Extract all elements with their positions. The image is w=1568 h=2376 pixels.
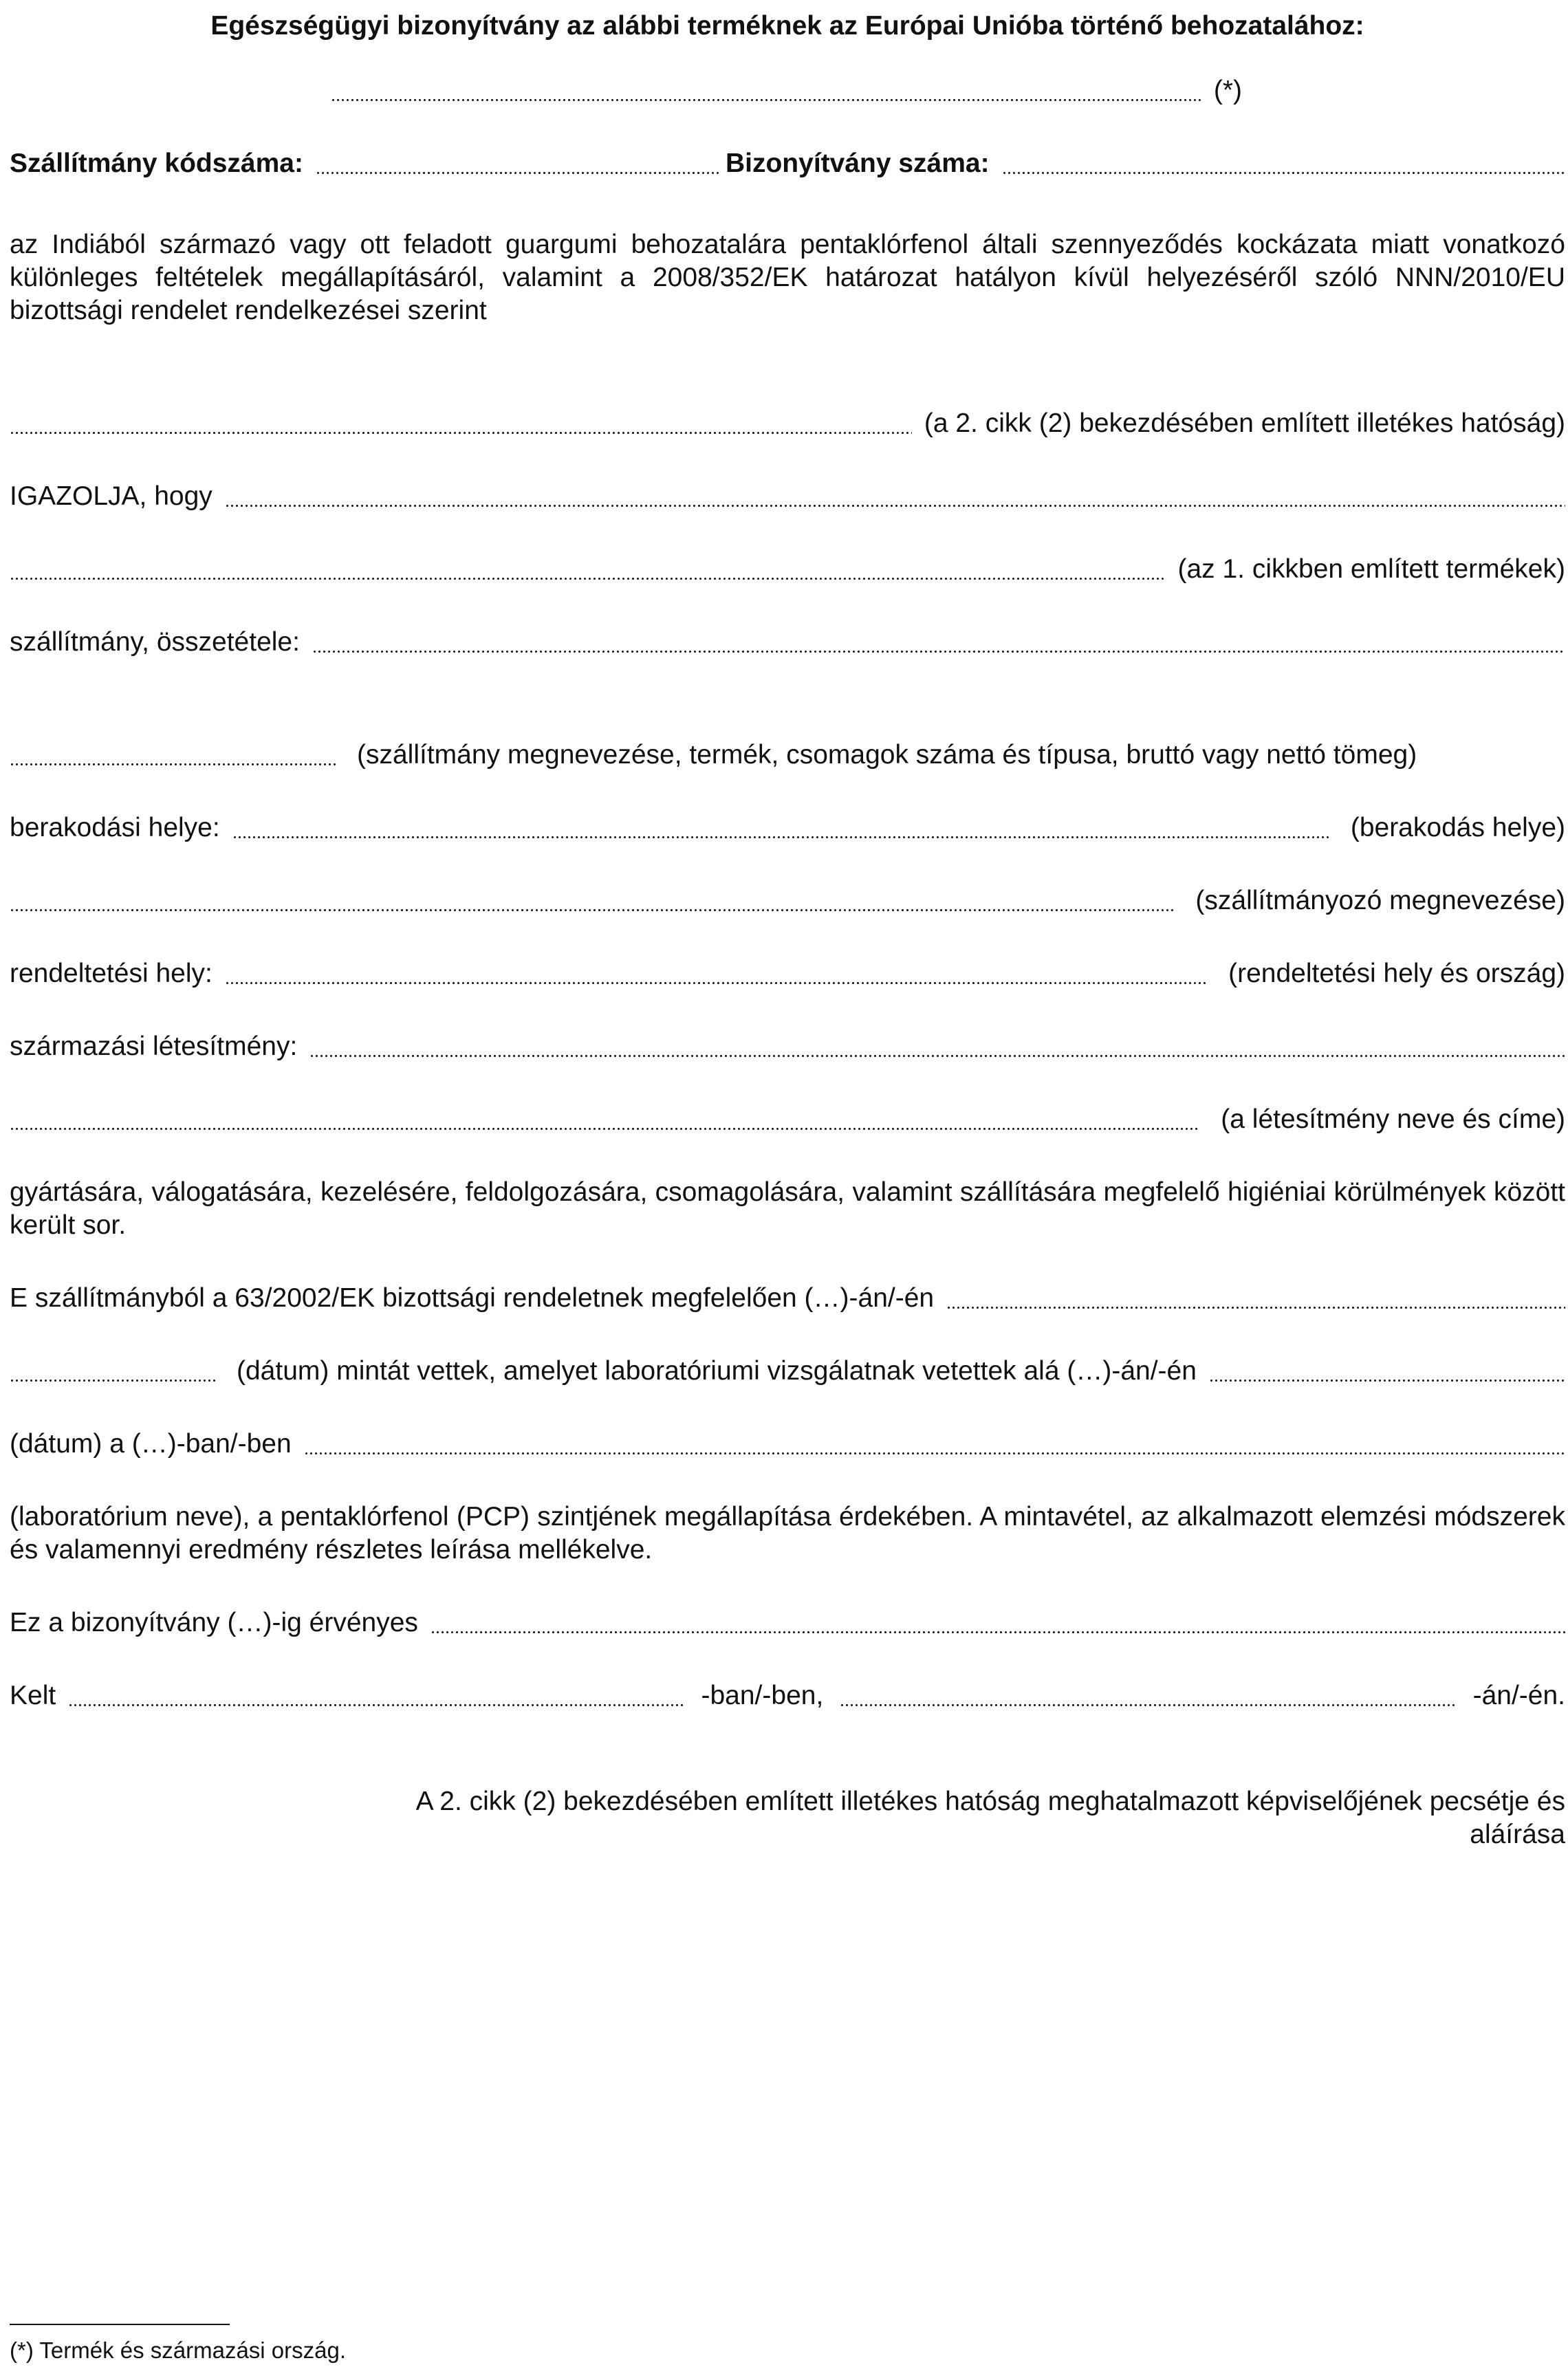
certificate-number-label: Bizonyítvány száma: <box>725 149 990 178</box>
shipper-note: (szállítmányozó megnevezése) <box>1195 886 1565 915</box>
products-line <box>10 553 1565 586</box>
loading-field[interactable] <box>232 811 1330 844</box>
lab-date-text: (dátum) a (…)-ban/-ben <box>10 1429 292 1459</box>
sampling-line <box>10 1282 1565 1315</box>
origin-line <box>10 1030 1565 1063</box>
lab-paragraph <box>10 1501 1565 1567</box>
authority-line <box>10 407 1565 440</box>
place-suffix: -ban/-ben, <box>701 1681 824 1710</box>
hygiene-text: gyártására, válogatására, kezelésére, feldolgozására, csomagolására, valamint szállítására megfelelő higiéniai körülmények között került sor. <box>10 1177 1565 1240</box>
hygiene-paragraph <box>10 1176 1565 1242</box>
destination-note: (rendeltetési hely és ország) <box>1228 959 1565 988</box>
loading-note: (berakodás helye) <box>1350 813 1565 842</box>
composition-field-1[interactable] <box>312 626 1565 659</box>
sampled-text: (dátum) mintát vettek, amelyet laboratóriumi vizsgálatnak vetettek alá (…)-án/-én <box>237 1356 1197 1386</box>
origin-field-1[interactable] <box>309 1030 1565 1063</box>
origin-note: (a létesítmény neve és címe) <box>1221 1104 1565 1134</box>
composition-label: szállítmány, összetétele: <box>10 627 300 657</box>
signature-text-line-1: A 2. cikk (2) bekezdésében említett illetékes hatóság meghatalmazott képviselőjének pecsétje és <box>415 1787 1565 1816</box>
intro-text: az Indiából származó vagy ott feladott guargumi behozatalára pentaklórfenol általi szennyeződés kockázata miatt vonatkozó különleges feltételek megállapításáról, valamint a 2008/352/EK határozat hatályon kívül helyezéséről szóló NNN/2010/EU bizottsági rendelet rendelkezései szerint <box>10 230 1565 325</box>
signature-caption-end <box>10 1818 1565 1851</box>
certifies-field[interactable] <box>225 480 1565 513</box>
composition-line <box>10 626 1565 659</box>
destination-line <box>10 957 1565 990</box>
destination-label: rendeltetési hely: <box>10 959 213 988</box>
products-field[interactable] <box>10 553 1165 586</box>
done-at-label: Kelt <box>10 1681 56 1710</box>
consignment-code-field[interactable] <box>316 147 721 180</box>
certifies-label: IGAZOLJA, hogy <box>10 481 213 511</box>
signature-text-line-2: aláírása <box>1470 1820 1565 1849</box>
loading-line <box>10 811 1565 844</box>
authority-field-2[interactable] <box>10 407 912 440</box>
place-field[interactable] <box>68 1679 684 1712</box>
sampling-date-field[interactable] <box>946 1282 1565 1315</box>
codes-line <box>10 147 1565 180</box>
authority-note: (a 2. cikk (2) bekezdésében említett illetékes hatóság) <box>924 408 1565 438</box>
intro-paragraph <box>10 228 1565 327</box>
country-line <box>331 74 1242 107</box>
certificate-number-field[interactable] <box>1002 147 1565 180</box>
footnote-separator <box>10 2324 230 2325</box>
validity-date-field[interactable] <box>431 1606 1565 1639</box>
certificate-title: Egészségügyi bizonyítvány az alábbi terméknek az Európai Unióba történő behozatalához: <box>210 11 1364 41</box>
done-at-line <box>10 1679 1565 1712</box>
country-footnote-marker: (*) <box>1213 76 1242 105</box>
analysis-date-field[interactable] <box>1209 1355 1565 1388</box>
composition-note: (szállítmány megnevezése, termék, csomagok száma és típusa, bruttó vagy nettó tömeg) <box>357 740 1417 770</box>
date-field[interactable] <box>840 1679 1456 1712</box>
destination-field[interactable] <box>225 957 1208 990</box>
lab-date-line <box>10 1428 1565 1461</box>
lab-text: (laboratórium neve), a pentaklórfenol (PCP) szintjének megállapítása érdekében. A mintavétel, az alkalmazott elemzési módszerek és valamennyi eredmény részletes leírása mellékelve. <box>10 1502 1565 1565</box>
origin-field-2[interactable] <box>10 1103 1200 1136</box>
products-note: (az 1. cikkben említett termékek) <box>1177 554 1565 584</box>
footnote: (*) Termék és származási ország. <box>10 2337 347 2363</box>
validity-line <box>10 1606 1565 1639</box>
validity-text: Ez a bizonyítvány (…)-ig érvényes <box>10 1608 418 1637</box>
consignment-code-label: Szállítmány kódszáma: <box>10 149 303 178</box>
shipper-line <box>10 884 1565 917</box>
certificate-document <box>10 10 1565 1851</box>
date-suffix: -án/-én. <box>1472 1681 1565 1710</box>
sampled-line <box>10 1355 1565 1388</box>
shipper-field[interactable] <box>10 884 1175 917</box>
certifies-line <box>10 480 1565 513</box>
composition-note-line <box>10 739 1565 772</box>
signature-caption <box>10 1785 1565 1818</box>
origin-label: származási létesítmény: <box>10 1032 298 1061</box>
origin-note-line <box>10 1103 1565 1136</box>
country-fill-line[interactable] <box>331 74 1201 107</box>
loading-label: berakodási helye: <box>10 813 220 842</box>
sampling-text: E szállítmányból a 63/2002/EK bizottsági rendeletnek megfelelően (…)-án/-én <box>10 1283 935 1313</box>
sampled-date-field[interactable] <box>10 1355 216 1388</box>
lab-name-field[interactable] <box>304 1428 1565 1461</box>
composition-field-3[interactable] <box>10 739 336 772</box>
